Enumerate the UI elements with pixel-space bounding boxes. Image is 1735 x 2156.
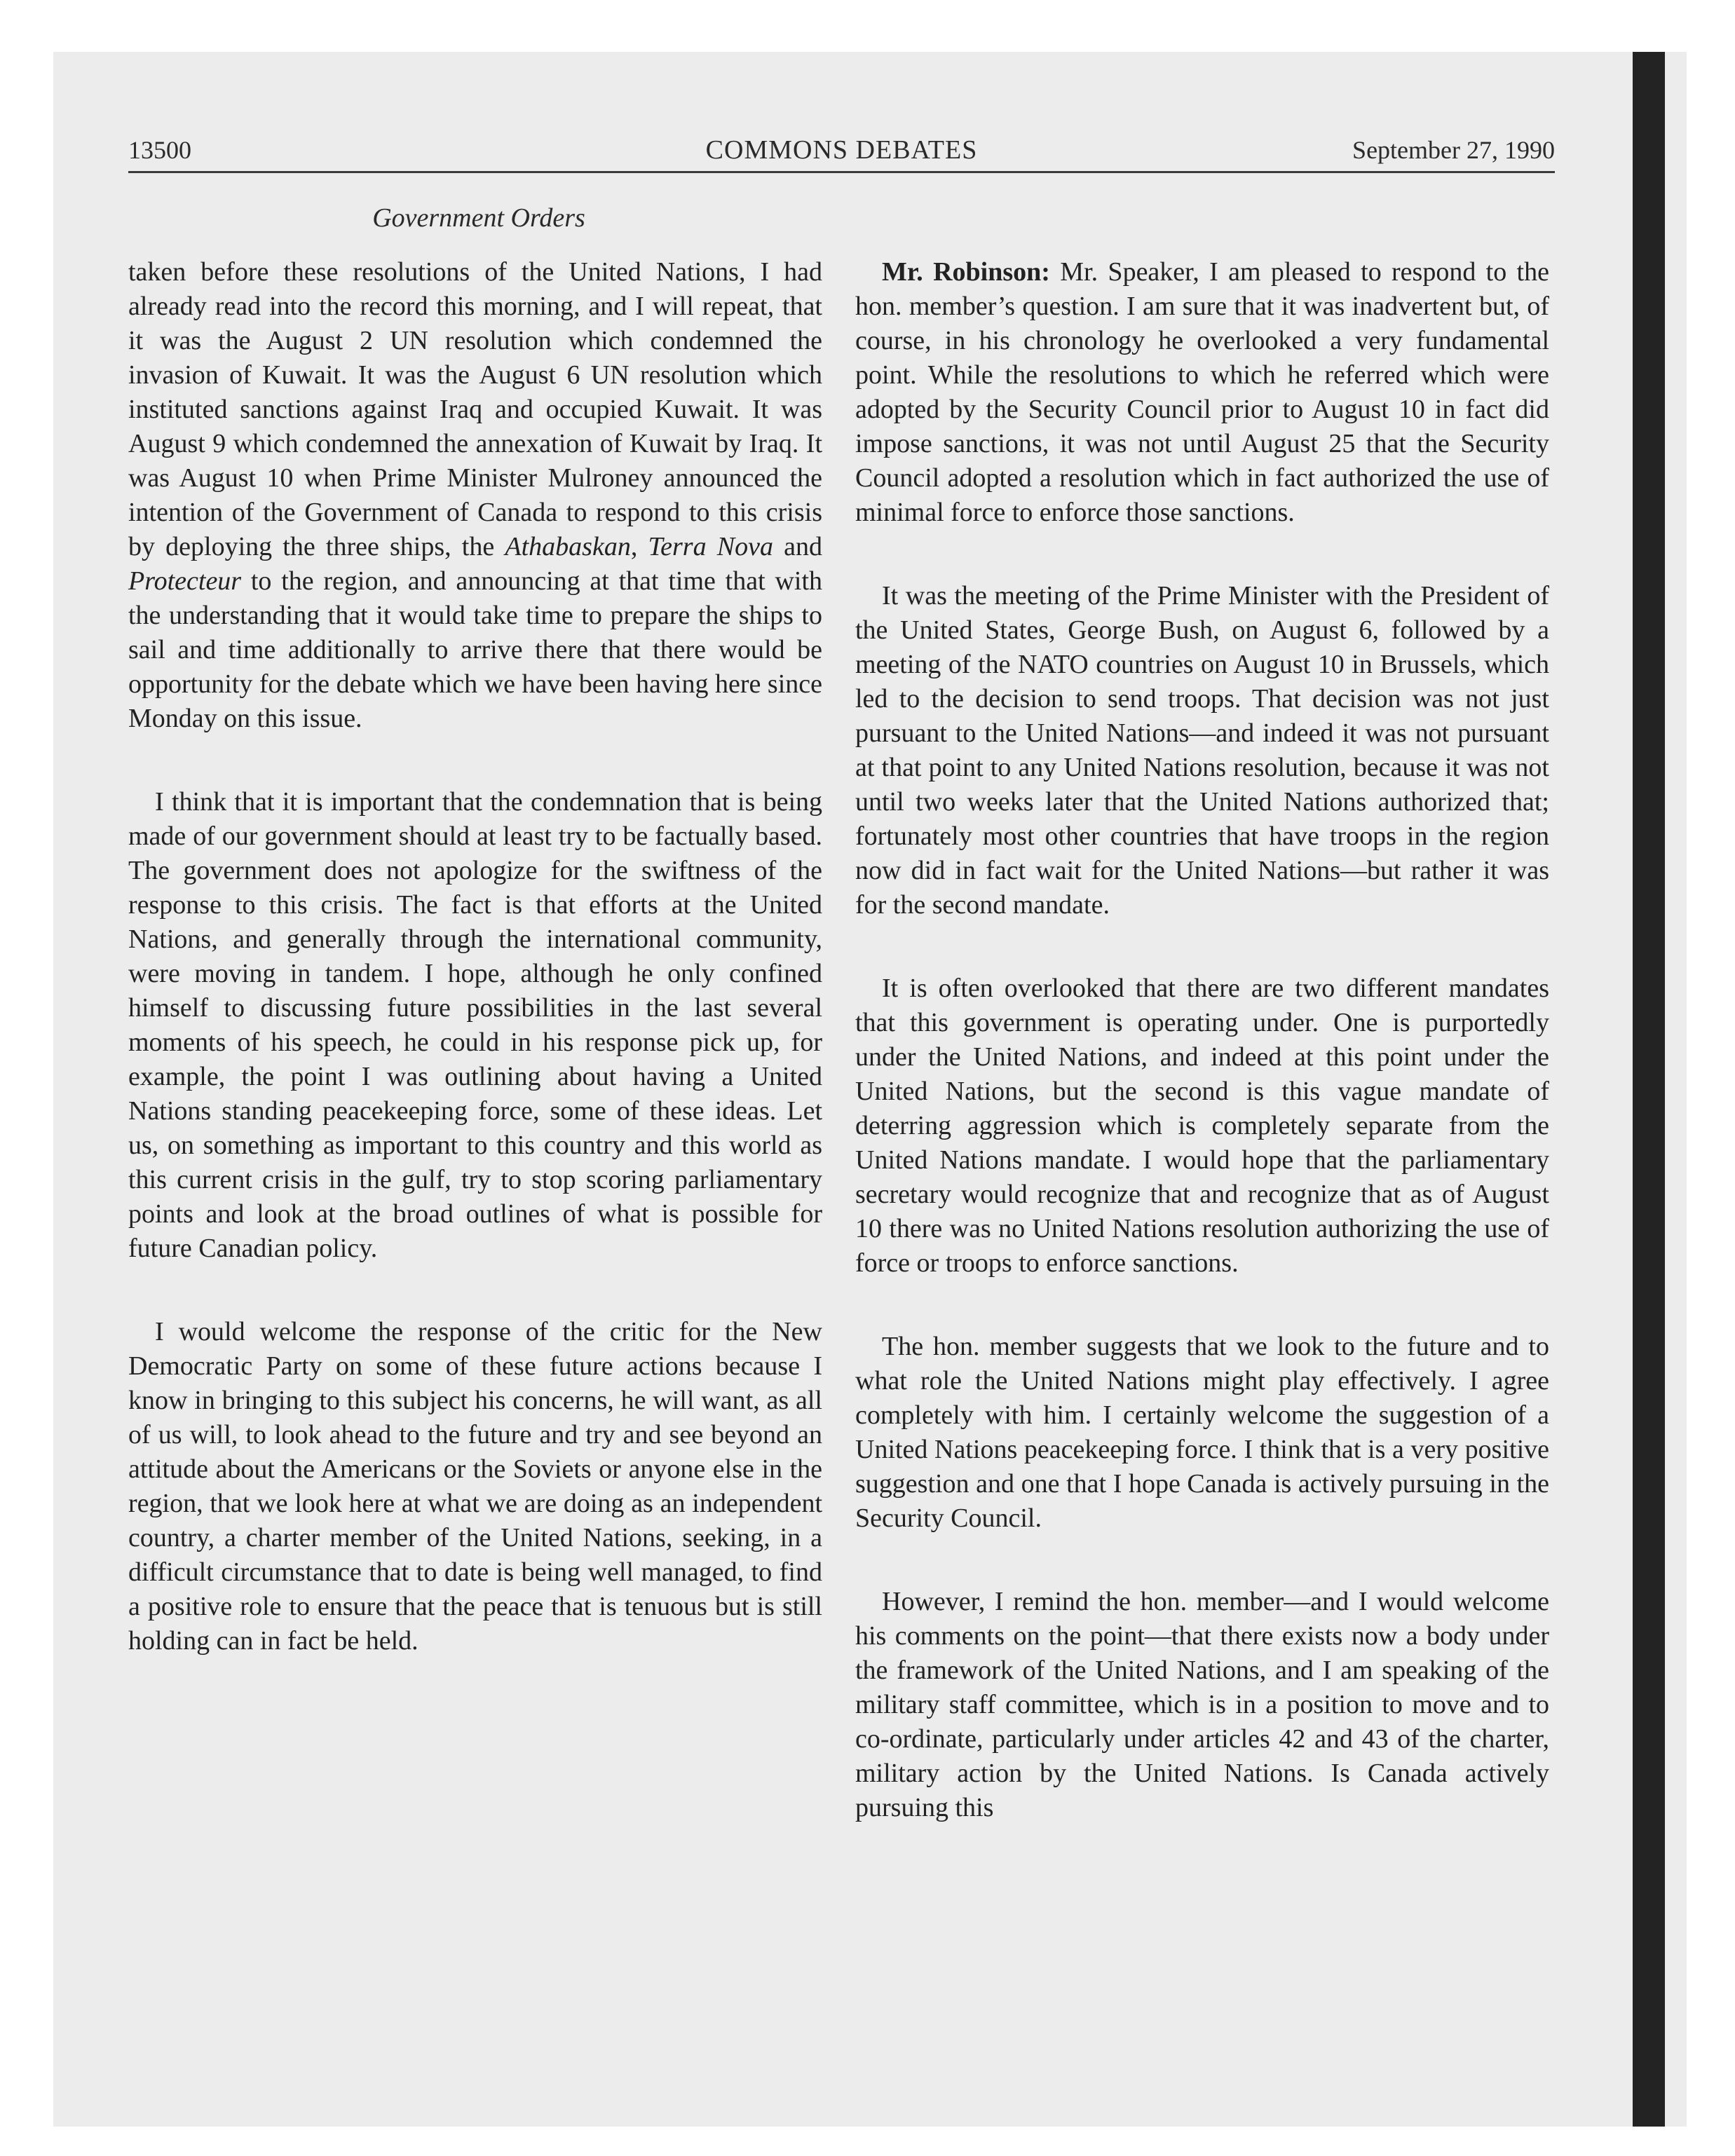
- publication-title: COMMONS DEBATES: [705, 135, 978, 165]
- paragraph: It is often overlooked that there are two different mandates that this government is operating under. One is purportedly under the United Nations, and indeed at this point under the United Nations, but the second is this vague mandate of deterring aggression which is completely separate from the United Nations mandate. I would hope that the parliamentary secretary would recognize that and recognize that as of August 10 there was no United Nations resolution authorizing the use of force or troops to enforce sanctions.: [855, 974, 1549, 1278]
- ship-name: Terra Nova: [648, 532, 773, 561]
- left-column: [128, 255, 822, 1658]
- paragraph: I would welcome the response of the critic for the New Democratic Party on some of these future actions because I know in bringing to this subject his concerns, he will want, as all of us will, to look ahead to the future and try and see beyond an attitude about the Americans or the Soviets or anyone else in the region, that we look here at what we are doing as an independent country, a charter member of the United Nations, seeking, in a difficult circumstance that to date is being well managed, to find a positive role to ensure that the peace that is tenuous but is still holding can in fact be held.: [128, 1317, 822, 1656]
- paragraph: [128, 255, 822, 736]
- ship-name: Athabaskan: [505, 532, 631, 561]
- section-heading: Government Orders: [372, 203, 585, 233]
- paragraph: [855, 255, 1549, 530]
- paragraph-text: and: [773, 532, 822, 561]
- paragraph-text: to the region, and announcing at that time that with the understanding that it would take time to prepare the ships to sail and time additionally to arrive there that there would be opportunity for the debate which we have been having here since Monday on this issue.: [128, 566, 822, 733]
- paragraph: I think that it is important that the condemnation that is being made of our government should at least try to be factually based. The government does not apologize for the swiftness of the response to this crisis. The fact is that efforts at the United Nations, and generally through the international community, were moving in tandem. I hope, although he only confined himself to discussing future possibilities in the last several moments of his speech, he could in his response pick up, for example, the point I was outlining about having a United Nations standing peacekeeping force, some of these ideas. Let us, on something as important to this country and this world as this current crisis in the gulf, try to stop scoring parliamentary points and look at the broad outlines of what is possible for future Canadian policy.: [128, 787, 822, 1263]
- paragraph: It was the meeting of the Prime Minister with the President of the United States, George Bush, on August 6, followed by a meeting of the NATO countries on August 10 in Brussels, which led to the decision to send troops. That decision was not just pursuant to the United Nations—and indeed it was not pursuant at that point to any United Nations resolution, because it was not until two weeks later that the United Nations authorized that; fortunately most other countries that have troops in the region now did in fact wait for the United Nations—but rather it was for the second mandate.: [855, 581, 1549, 920]
- paragraph-text: ,: [630, 532, 648, 561]
- scan-edge-shadow: [1633, 52, 1665, 2127]
- paragraph: The hon. member suggests that we look to the future and to what role the United Nations might play effectively. I agree completely with him. I certainly welcome the suggestion of a United Nations peacekeeping force. I think that is a very positive suggestion and one that I hope Canada is actively pursuing in the Security Council.: [855, 1332, 1549, 1533]
- paragraph-text: taken before these resolutions of the United Nations, I had already read into the record this morning, and I will repeat, that it was the August 2 UN resolution which condemned the invasion of Kuwait. It was the August 6 UN resolution which instituted sanctions against Iraq and occupied Kuwait. It was August 9 which condemned the annexation of Kuwait by Iraq. It was August 10 when Prime Minister Mulroney announced the intention of the Government of Canada to respond to this crisis by deploying the three ships, the: [128, 257, 822, 561]
- ship-name: Protecteur: [128, 566, 242, 596]
- header-rule: [128, 171, 1555, 173]
- speaker-name: Mr. Robinson:: [882, 257, 1050, 287]
- right-column: [855, 255, 1549, 1825]
- paragraph: However, I remind the hon. member—and I would welcome his comments on the point—that there exists now a body under the framework of the United Nations, and I am speaking of the military staff committee, which is in a position to move and to co-ordinate, particularly under articles 42 and 43 of the charter, military action by the United Nations. Is Canada actively pursuing this: [855, 1587, 1549, 1822]
- publication-date: September 27, 1990: [1352, 136, 1555, 164]
- running-header: [128, 129, 1555, 171]
- page-number: 13500: [128, 136, 191, 164]
- paragraph-text: Mr. Speaker, I am pleased to respond to the hon. member’s question. I am sure that it was inadvertent but, of course, in his chronology he overlooked a very fundamental point. While the resolutions to which he referred which were adopted by the Security Council prior to August 10 in fact did impose sanctions, it was not until August 25 that the Security Council adopted a resolution which in fact authorized the use of minimal force to enforce those sanctions.: [855, 257, 1549, 527]
